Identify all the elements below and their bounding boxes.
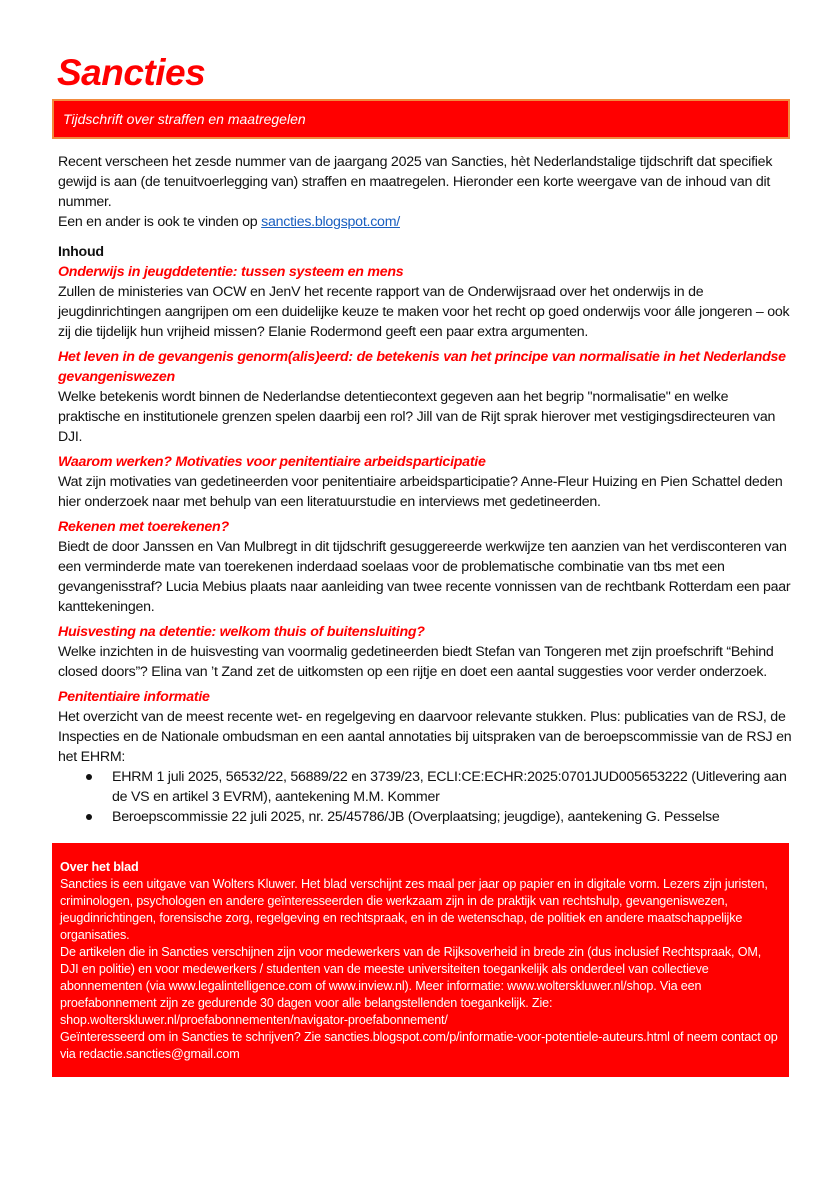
article-title: Onderwijs in jeugddetentie: tussen systeem en mens (58, 264, 404, 280)
page-title: Sancties (57, 52, 206, 93)
article-body: Biedt de door Janssen en Van Mulbregt in dit tijdschrift gesuggereerde werkwijze ten aanzien van het verdisconteren van een verminderde mate van toerekenen inderdaad soelaas voor de problematische combinatie van tbs met een gevangenisstraf? Lucia Mebius plaats naar aanleiding van twee recente vonnissen van de rechtbank Rotterdam een paar kanttekeningen. (58, 539, 791, 615)
intro-text: Recent verscheen het zesde nummer van de jaargang 2025 van Sancties, hèt Nederlandstalige tijdschrift dat specifiek gewijd is aan (de tenuitvoerlegging van) straffen en maatregelen. Hieronder een korte weergave van de inhoud van dit nummer. (58, 154, 773, 210)
article-title: Waarom werken? Motivaties voor penitentiaire arbeidsparticipatie (58, 454, 486, 470)
list-item: Beroepscommissie 22 juli 2025, nr. 25/45786/JB (Overplaatsing; jeugdige), aantekening G. Pesselse (108, 807, 794, 827)
article-body: Welke inzichten in de huisvesting van voormalig gedetineerden biedt Stefan van Tongeren met zijn proefschrift “Behind closed doors”? Elina van ’t Zand zet de uitkomsten op een rijtje en doet een aantal suggesties voor verder onderzoek. (58, 644, 774, 680)
article-body: Zullen de ministeries van OCW en JenV het recente rapport van de Onderwijsraad over het onderwijs in de jeugdinrichtingen aangrijpen om een duidelijke keuze te maken voor het recht op goed onderwijs voor álle jongeren – ook zij die tijdelijk hun vrijheid missen? Elanie Rodermond geeft een paar extra argumenten. (58, 284, 790, 340)
blog-link[interactable]: sancties.blogspot.com/ (261, 214, 400, 230)
about-paragraph: Geïnteresseerd om in Sancties te schrijven? Zie sancties.blogspot.com/p/informatie-voor-potentiele-auteurs.html of neem contact op via redactie.sancties@gmail.com (60, 1030, 778, 1061)
about-paragraph: Sancties is een uitgave van Wolters Kluwer. Het blad verschijnt zes maal per jaar op papier en in digitale vorm. Lezers zijn juristen, criminologen, psychologen en andere geïnteresseerden die werkzaam zijn in de praktijk van rechtshulp, gevangeniswezen, jeugdinrichtingen, forensische zorg, regelgeving en rechtspraak, en in de wetenschap, de politiek en andere maatschappelijke organisaties. (60, 877, 768, 942)
page-flow (52, 152, 792, 1077)
article-item (58, 517, 794, 617)
article-item (58, 622, 794, 682)
about-box (52, 843, 789, 1077)
annotation-list (58, 767, 794, 827)
article-body: Welke betekenis wordt binnen de Nederlandse detentiecontext gegeven aan het begrip "normalisatie" en welke praktische en institutionele grenzen spelen daarbij een rol? Jill van de Rijt sprak hierover met vestigingsdirecteuren van DJI. (58, 389, 776, 445)
article-item (58, 687, 794, 827)
article-item (58, 347, 794, 447)
about-paragraph: De artikelen die in Sancties verschijnen zijn voor medewerkers van de Rijksoverheid in brede zin (dus inclusief Rechtspraak, OM, DJI en politie) en voor medewerkers / studenten van de meeste universiteiten toegankelijk als onderdeel van collectieve abonnementen (via www.legalintelligence.com of www.inview.nl). Meer informatie: www.wolterskluwer.nl/shop. Via een proefabonnement zijn ze gedurende 30 dagen voor alle belangstellenden toegankelijk. Zie: shop.wolterskluwer.nl/proefabonnementen/navigator-proefabonnement/ (60, 945, 762, 1027)
article-title: Penitentiaire informatie (58, 689, 210, 705)
article-item (58, 452, 794, 512)
article-body: Wat zijn motivaties van gedetineerden voor penitentiaire arbeidsparticipatie? Anne-Fleur Huizing en Pien Schattel deden hier onderzoek naar met behulp van een literatuurstudie en interviews met gedetineerden. (58, 474, 783, 510)
article-body: Het overzicht van de meest recente wet- en regelgeving en daarvoor relevante stukken. Plus: publicaties van de RSJ, de Inspecties en de Nationale ombudsman en een aantal annotaties bij uitspraken van de beroepscommissie van de RSJ en het EHRM: (58, 709, 792, 765)
article-title: Het leven in de gevangenis genorm(alis)eerd: de betekenis van het principe van normalisatie in het Nederlandse gevangeniswezen (58, 349, 786, 385)
contents-heading: Inhoud (58, 244, 104, 260)
subtitle-band (52, 99, 790, 139)
intro-link-prefix: Een en ander is ook te vinden op (58, 214, 262, 230)
about-heading: Over het blad (60, 860, 139, 874)
article-title: Rekenen met toerekenen? (58, 519, 229, 535)
intro-link-line (58, 212, 794, 232)
list-item: EHRM 1 juli 2025, 56532/22, 56889/22 en 3739/23, ECLI:CE:ECHR:2025:0701JUD005653222 (Uitlevering aan de VS en artikel 3 EVRM), aantekening M.M. Kommer (108, 767, 794, 807)
main-content (52, 152, 794, 827)
article-item (58, 262, 794, 342)
article-title: Huisvesting na detentie: welkom thuis of buitensluiting? (58, 624, 425, 640)
subtitle: Tijdschrift over straffen en maatregelen (63, 111, 306, 127)
